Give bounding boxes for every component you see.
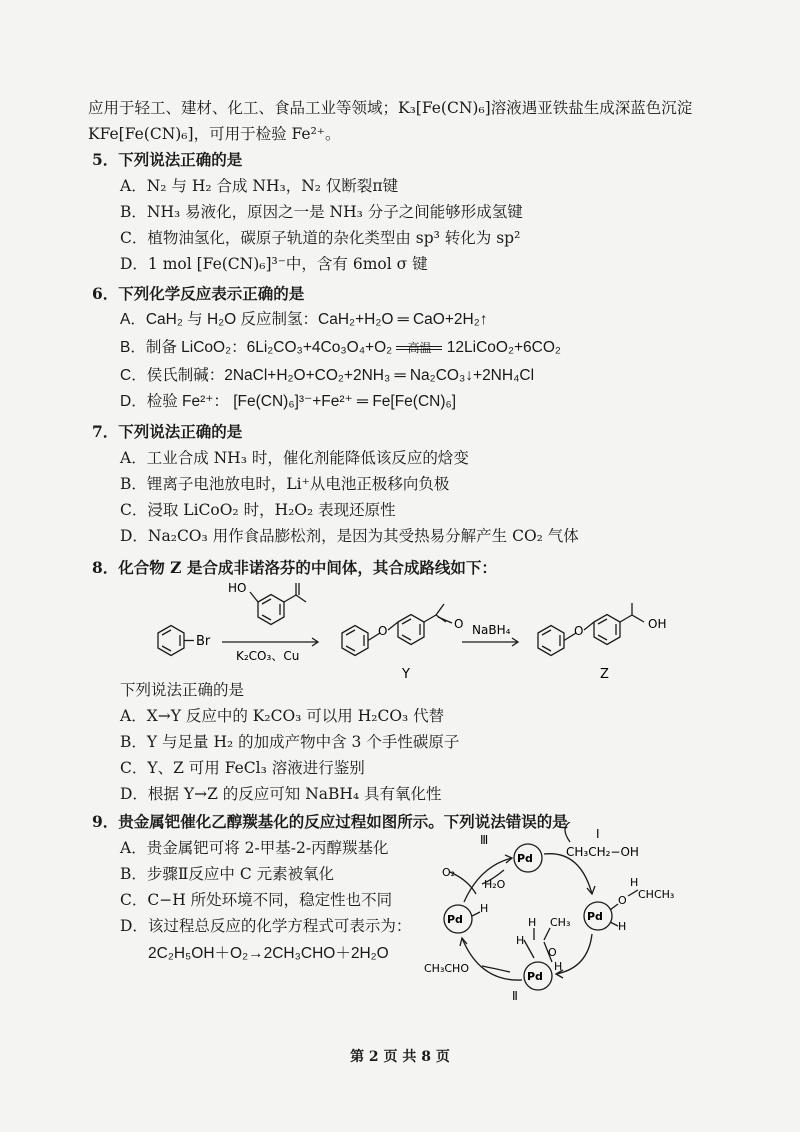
cycle-pd-top: Pd (517, 852, 533, 865)
scheme-oh: OH (648, 617, 667, 631)
q8-stem: 8．化合物 Z 是合成非诺洛芬的中间体，其合成路线如下： (92, 558, 497, 577)
q5-option-a: A．N₂ 与 H₂ 合成 NH₃，N₂ 仅断裂π键 (120, 177, 399, 195)
cycle-step-2: Ⅱ (512, 989, 518, 1002)
cycle-step-1: Ⅰ (596, 827, 600, 841)
intro-line-2: KFe[Fe(CN)₆]，可用于检验 Fe²⁺。 (88, 125, 341, 143)
q9-option-d: D．该过程总反应的化学方程式可表示为： (120, 917, 412, 935)
cycle-ch3-mid: CH₃ (550, 916, 571, 929)
q5-option-d: D．1 mol [Fe(CN)₆]³⁻中，含有 6mol σ 键 (120, 255, 428, 273)
scheme-o-z: O (574, 624, 584, 638)
cycle-o-mid: O (548, 946, 557, 959)
scheme-ho: HO (228, 581, 247, 595)
q8-option-c: C．Y、Z 可用 FeCl₃ 溶液进行鉴别 (120, 759, 365, 777)
q5-stem: 5．下列说法正确的是 (92, 150, 243, 169)
cycle-o-right: O (618, 894, 627, 907)
q8-option-a: A．X→Y 反应中的 K₂CO₃ 可以用 H₂CO₃ 代替 (120, 707, 445, 725)
q7-option-b: B．锂离子电池放电时，Li⁺从电池正极移向负极 (120, 475, 450, 493)
cycle-chch3: CHCH₃ (638, 888, 675, 901)
q6-option-c: C．侯氏制碱：2NaCl+H₂O+CO₂+2NH₃ ═ Na₂CO₃↓+2NH₄Cl (120, 367, 535, 384)
cycle-o2: O₂ (442, 866, 456, 879)
cycle-step-3: Ⅲ (480, 833, 489, 847)
q7-stem: 7．下列说法正确的是 (92, 422, 243, 441)
q7-option-c: C．浸取 LiCoO₂ 时，H₂O₂ 表现还原性 (120, 501, 396, 519)
q6-condition: 高温 (407, 341, 432, 355)
scheme-label-y: Y (402, 667, 410, 682)
cycle-pd-right: Pd (587, 910, 603, 923)
cycle-ch3cho: CH₃CHO (424, 962, 469, 975)
cycle-h-left: H (480, 902, 489, 915)
cycle-ethanol: CH₃CH₂−OH (566, 845, 639, 859)
cycle-h-mid: H (516, 934, 525, 947)
q6-option-d: D．检验 Fe²⁺： [Fe(CN)₆]³⁻+Fe²⁺ ═ Fe[Fe(CN)₆] (120, 393, 457, 410)
q7-option-d: D．Na₂CO₃ 用作食品膨松剂，是因为其受热易分解产生 CO₂ 气体 (120, 527, 579, 545)
q6-option-b-lhs: B．制备 LiCoO₂：6Li₂CO₃+4Co₃O₄+O₂ (120, 339, 393, 356)
q8-option-d: D．根据 Y→Z 的反应可知 NaBH₄ 具有氧化性 (120, 785, 442, 803)
q9-equation: 2C₂H₅OH＋O₂→2CH₃CHO＋2H₂O (148, 945, 389, 962)
scheme-reagent-2: NaBH₄ (472, 623, 511, 637)
q7-option-a: A．工业合成 NH₃ 时，催化剂能降低该反应的焓变 (120, 449, 469, 467)
q6-option-a: A．CaH₂ 与 H₂O 反应制氢：CaH₂+H₂O ═ CaO+2H₂↑ (120, 311, 488, 328)
cycle-h-bottom: H (554, 960, 563, 973)
cycle-h2o: H₂O (484, 878, 506, 891)
cycle-h-top-right: H (630, 876, 639, 889)
q9-option-a: A．贵金属钯可将 2-甲基-2-丙醇羰基化 (120, 839, 389, 857)
scheme-label-z: Z (600, 667, 609, 682)
q9-option-b: B．步骤Ⅱ反应中 C 元素被氧化 (120, 865, 335, 883)
cycle-pd-bottom: Pd (527, 970, 543, 983)
intro-line-1: 应用于轻工、建材、化工、食品工业等领域；K₃[Fe(CN)₆]溶液遇亚铁盐生成深蓝色沉淀 (88, 99, 693, 117)
q6-option-b (120, 338, 561, 358)
q9-option-c: C．C−H 所处环境不同，稳定性也不同 (120, 891, 393, 909)
q6-option-b-rhs: 12LiCoO₂+6CO₂ (446, 339, 561, 356)
scheme-o-ketone: O (454, 617, 464, 631)
scheme-reagent-1: K₂CO₃、Cu (236, 649, 300, 663)
page-footer: 第 2 页 共 8 页 (350, 1049, 450, 1065)
q8-sub-stem: 下列说法正确的是 (120, 681, 245, 699)
q8-option-b: B．Y 与足量 H₂ 的加成产物中含 3 个手性碳原子 (120, 733, 460, 751)
cycle-pd-left: Pd (447, 913, 463, 926)
q9-catalytic-cycle (420, 822, 700, 1002)
cycle-h-mid-top: H (528, 916, 537, 929)
q8-synthesis-scheme (140, 578, 700, 688)
cycle-h-right: H (618, 920, 627, 933)
scheme-br: Br (196, 634, 211, 649)
scheme-o-y: O (378, 624, 388, 638)
q6-stem: 6．下列化学反应表示正确的是 (92, 284, 305, 303)
q5-option-b: B．NH₃ 易液化，原因之一是 NH₃ 分子之间能够形成氢键 (120, 203, 523, 221)
q9-stem: 9．贵金属钯催化乙醇羰基化的反应过程如图所示。下列说法错误的是 (92, 812, 568, 831)
q5-option-c: C．植物油氢化，碳原子轨道的杂化类型由 sp³ 转化为 sp² (120, 229, 521, 247)
